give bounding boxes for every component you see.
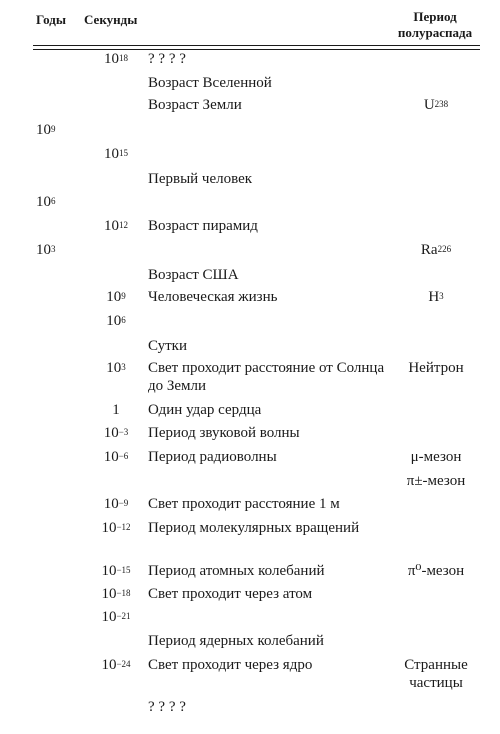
event-text <box>148 562 388 580</box>
seconds-value <box>88 312 144 330</box>
years-value-base: 10 <box>36 242 51 258</box>
event-text <box>148 359 388 395</box>
seconds-value-exponent: 15 <box>119 148 128 158</box>
seconds-value <box>88 448 144 466</box>
event-text-base: Один удар сердца <box>148 402 262 418</box>
half-life-value <box>382 241 490 259</box>
half-life-value <box>382 359 490 377</box>
half-life-value-base: U <box>423 97 435 113</box>
seconds-value-exponent: −21 <box>116 611 131 621</box>
event-text-base: Возраст Земли <box>148 97 242 113</box>
seconds-value-base: 10 <box>106 289 122 305</box>
seconds-value-exponent: −9 <box>118 498 129 508</box>
seconds-value <box>88 145 144 163</box>
seconds-value <box>88 656 144 674</box>
event-text <box>148 170 388 188</box>
event-text <box>148 337 388 355</box>
seconds-value-base: 10 <box>106 360 122 376</box>
event-text-base: Сутки <box>148 338 188 354</box>
half-life-value <box>382 472 490 490</box>
event-text <box>148 656 388 674</box>
seconds-value <box>88 359 144 377</box>
half-life-value <box>382 562 490 580</box>
years-value <box>36 193 86 211</box>
years-value-exponent: 6 <box>51 196 56 206</box>
seconds-value-base: 10 <box>104 218 119 234</box>
seconds-value-base: 10 <box>101 657 117 673</box>
event-text-base: Возраст США <box>148 267 239 283</box>
half-life-value-exponent: 238 <box>434 99 449 109</box>
event-text-base: Период молекулярных вращений <box>148 520 360 536</box>
seconds-value <box>88 495 144 513</box>
event-text-base: Возраст пирамид <box>148 218 258 234</box>
half-life-value-base: Ra <box>420 242 438 258</box>
event-text <box>148 266 388 284</box>
years-value-base: 10 <box>36 122 51 138</box>
event-text-base: Свет проходит расстояние от Солнца до Земли <box>148 360 385 394</box>
half-life-value-base: π±-мезон <box>406 473 466 489</box>
seconds-value-base: 10 <box>103 496 119 512</box>
seconds-value <box>88 424 144 442</box>
half-life-value <box>382 656 490 692</box>
event-text-base: Период атомных колебаний <box>148 563 325 579</box>
event-text-base: Период звуковой волны <box>148 425 300 441</box>
header-seconds: Секунды <box>84 12 138 27</box>
seconds-value-exponent: −18 <box>116 588 131 598</box>
event-text-base: Возраст Вселенной <box>148 75 272 91</box>
half-life-value-base: H <box>428 289 440 305</box>
seconds-value <box>88 288 144 306</box>
years-value-exponent: 3 <box>51 244 56 254</box>
seconds-value-base: 10 <box>101 586 117 602</box>
seconds-value <box>88 519 144 537</box>
seconds-value-exponent: 18 <box>119 53 128 63</box>
event-text <box>148 495 388 513</box>
event-text-base: Свет проходит расстояние 1 м <box>148 496 340 512</box>
event-text <box>148 50 388 68</box>
event-text <box>148 424 388 442</box>
event-text-base: Первый человек <box>148 171 253 187</box>
event-text <box>148 401 388 419</box>
half-life-value-base: π⁰-мезон <box>407 563 465 579</box>
seconds-value-base: 1 <box>112 402 120 418</box>
seconds-value-base: 10 <box>104 146 119 162</box>
event-text-base: Свет проходит через ядро <box>148 657 313 673</box>
seconds-value-base: 10 <box>104 51 119 67</box>
half-life-value <box>382 448 490 466</box>
seconds-value-base: 10 <box>103 449 119 465</box>
seconds-value <box>88 585 144 603</box>
seconds-value-base: 10 <box>101 563 117 579</box>
seconds-value-base: 10 <box>101 609 117 625</box>
header-years: Годы <box>36 12 66 27</box>
seconds-value-exponent: −24 <box>116 659 131 669</box>
seconds-value <box>88 217 144 235</box>
event-text-base: ? ? ? ? <box>148 699 186 715</box>
seconds-value <box>88 50 144 68</box>
half-life-value-exponent: 226 <box>437 244 452 254</box>
seconds-value-exponent: −15 <box>116 565 131 575</box>
event-text <box>148 585 388 603</box>
event-text-base: Период ядерных колебаний <box>148 633 324 649</box>
seconds-value-exponent: 12 <box>119 220 128 230</box>
seconds-value <box>88 608 144 626</box>
event-text-base: ? ? ? ? <box>148 51 186 67</box>
event-text <box>148 288 388 306</box>
seconds-value-base: 10 <box>101 520 117 536</box>
event-text <box>148 448 388 466</box>
half-life-value-base: Странные частицы <box>404 657 468 691</box>
seconds-value-exponent: 9 <box>121 291 126 301</box>
half-life-value-base: Нейтрон <box>408 360 464 376</box>
years-value <box>36 121 86 139</box>
event-text <box>148 217 388 235</box>
seconds-value <box>88 401 144 419</box>
event-text <box>148 96 388 114</box>
event-text <box>148 632 388 650</box>
event-text-base: Человеческая жизнь <box>148 289 278 305</box>
seconds-value-base: 10 <box>106 313 122 329</box>
seconds-value-exponent: −6 <box>118 451 129 461</box>
seconds-value-base: 10 <box>103 425 119 441</box>
half-life-value <box>382 288 490 306</box>
seconds-value <box>88 562 144 580</box>
half-life-value <box>382 96 490 114</box>
event-text <box>148 74 388 92</box>
event-text-base: Свет проходит через атом <box>148 586 313 602</box>
event-text-base: Период радиоволны <box>148 449 277 465</box>
event-text <box>148 519 388 537</box>
event-text <box>148 698 388 716</box>
header-half-life: Период полураспада <box>397 9 473 40</box>
years-value <box>36 241 86 259</box>
years-value-exponent: 9 <box>51 124 56 134</box>
seconds-value-exponent: 6 <box>121 315 126 325</box>
half-life-value-exponent: 3 <box>439 291 444 301</box>
seconds-value-exponent: −12 <box>116 522 131 532</box>
years-value-base: 10 <box>36 194 51 210</box>
seconds-value-exponent: −3 <box>118 427 129 437</box>
seconds-value-exponent: 3 <box>121 362 126 372</box>
half-life-value-base: μ-мезон <box>410 449 462 465</box>
